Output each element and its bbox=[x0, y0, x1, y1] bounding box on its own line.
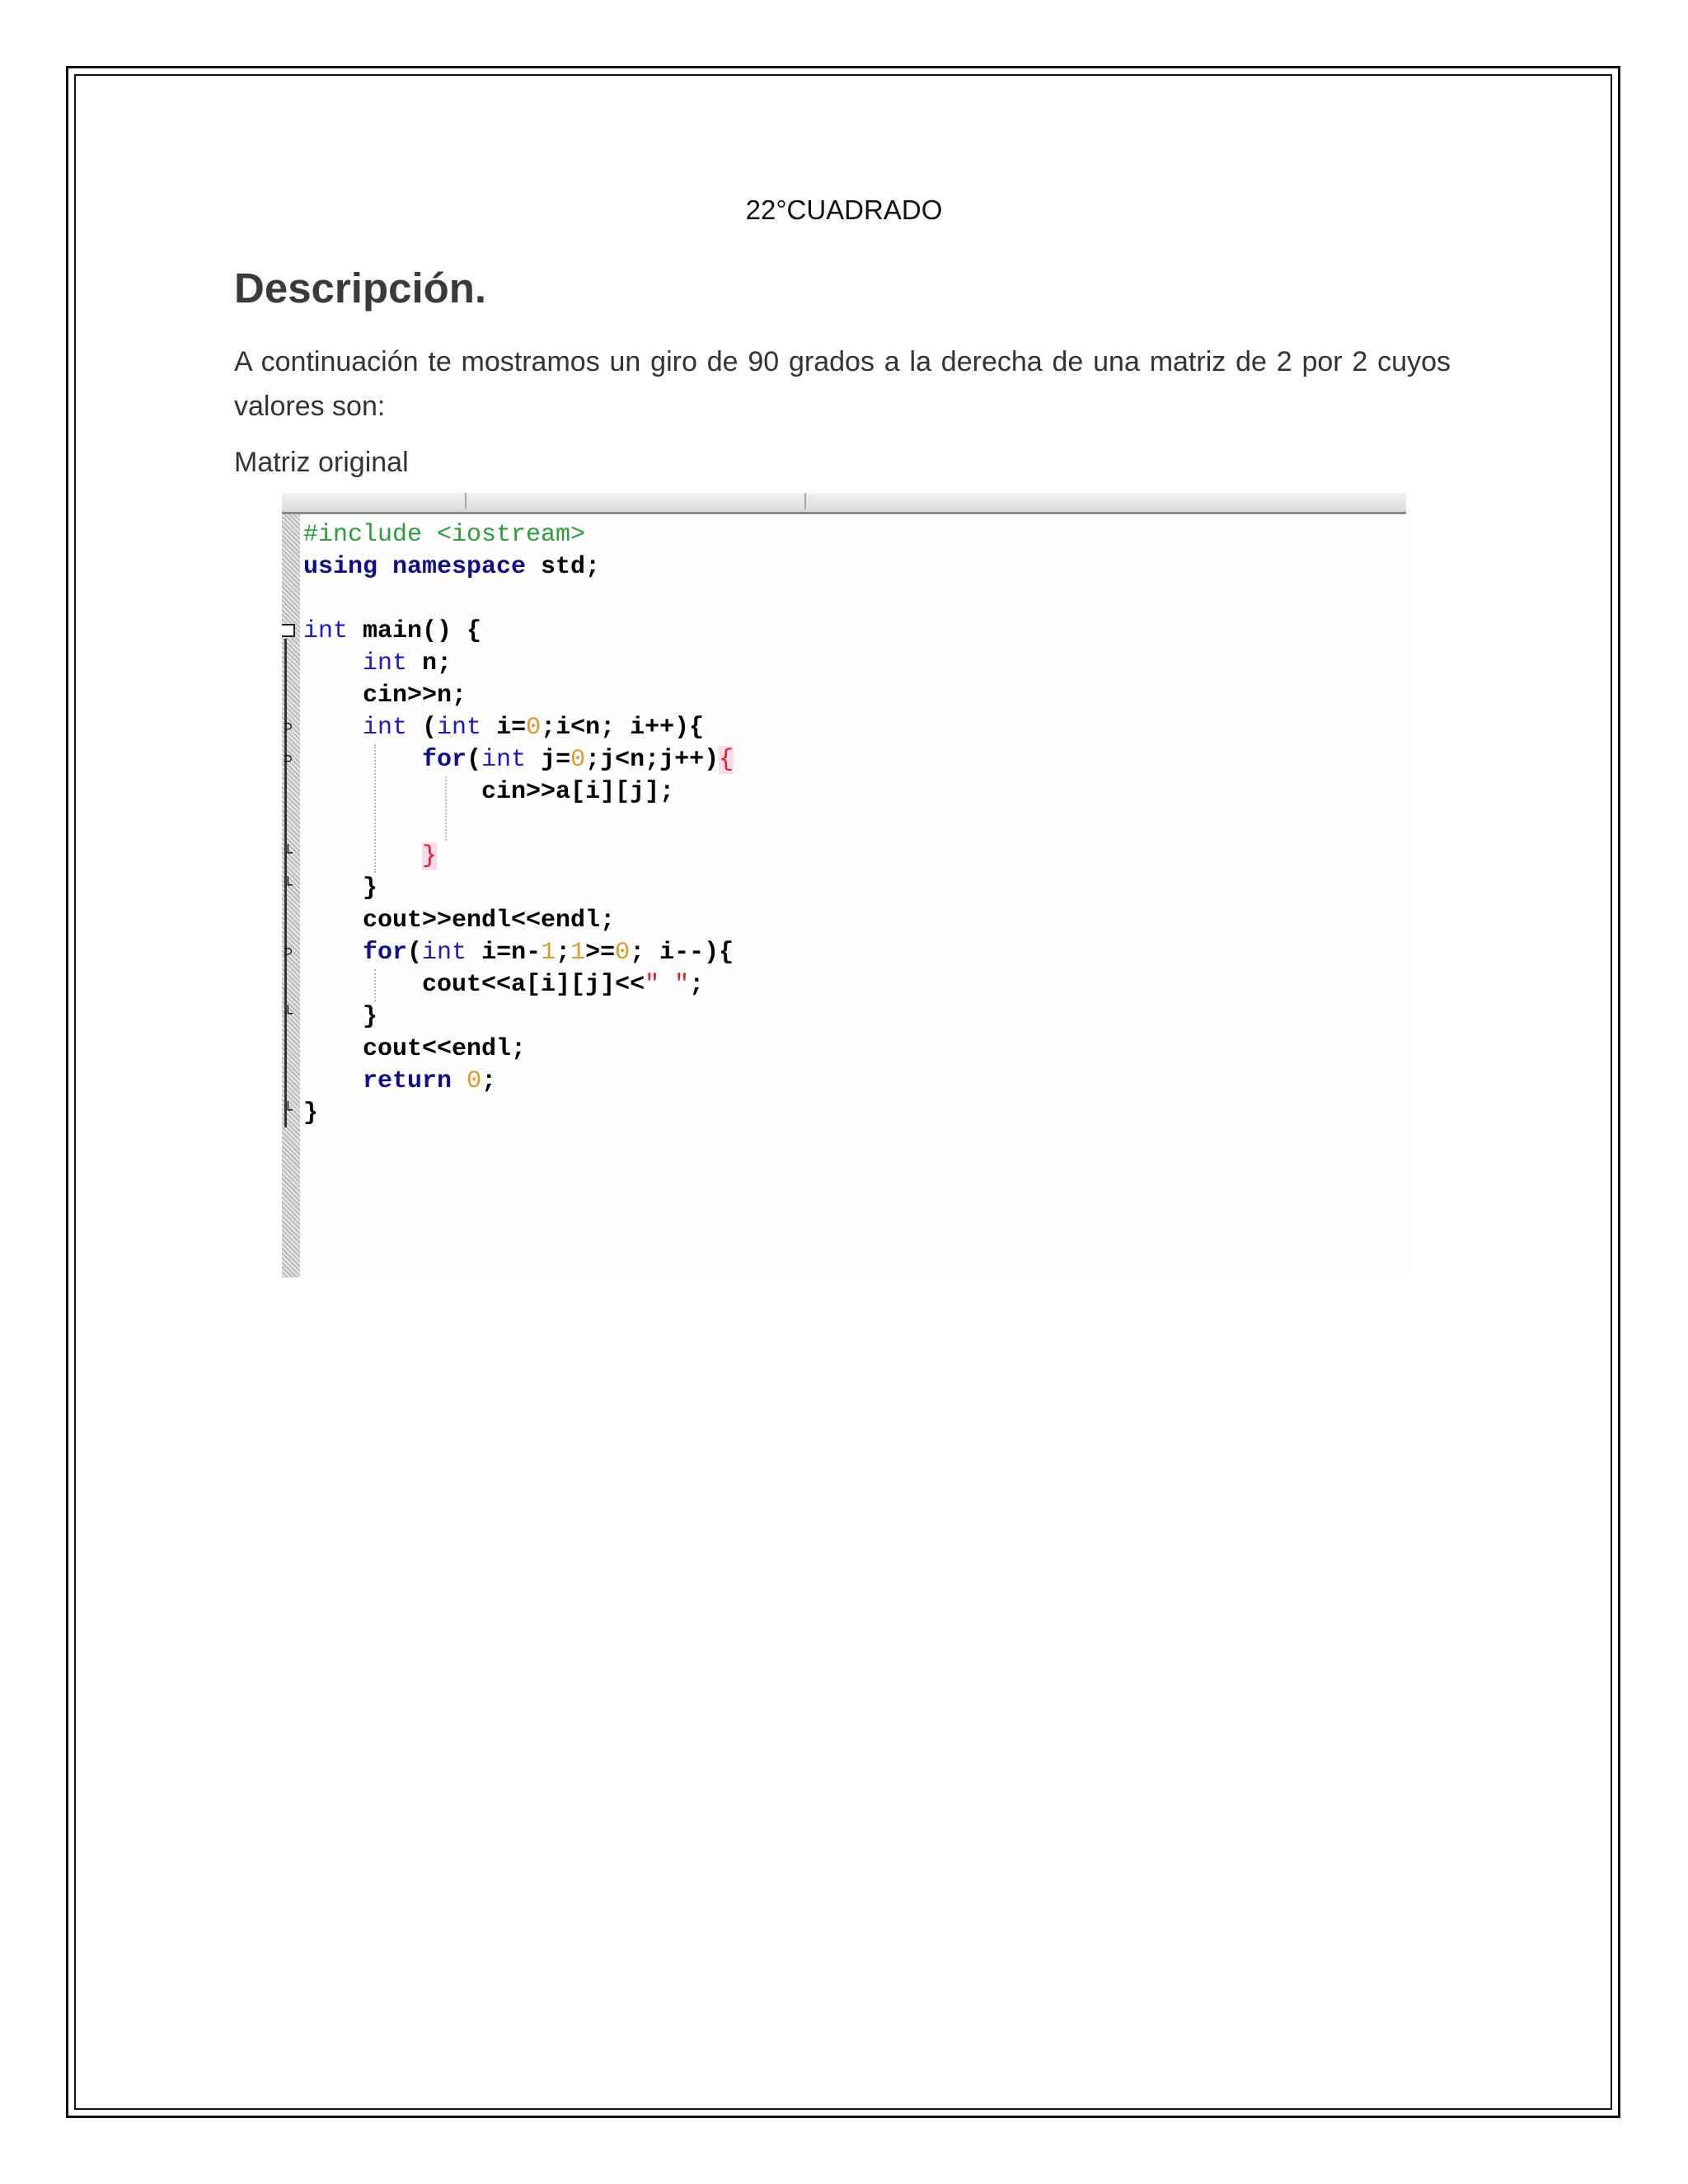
code-token: cout<<endl; bbox=[363, 1035, 527, 1063]
code-token: i= bbox=[481, 714, 527, 742]
code-token bbox=[303, 714, 363, 742]
code-token: int bbox=[363, 649, 408, 677]
code-token: ;j<n;j++) bbox=[585, 746, 720, 774]
code-token: } bbox=[303, 1099, 319, 1127]
code-token: #include <iostream> bbox=[303, 521, 586, 549]
code-token bbox=[303, 907, 363, 935]
fold-close-icon: └ bbox=[284, 845, 293, 862]
code-token: ;i<n; i++){ bbox=[541, 714, 705, 742]
code-token bbox=[303, 971, 422, 999]
code-line bbox=[303, 744, 734, 776]
tab-divider bbox=[804, 493, 806, 509]
code-screenshot bbox=[282, 493, 1406, 1277]
code-token: 0 bbox=[615, 939, 631, 967]
code-token: >= bbox=[585, 939, 616, 967]
code-token bbox=[303, 649, 363, 677]
code-line bbox=[303, 905, 615, 937]
code-token bbox=[303, 842, 422, 870]
code-token: ; bbox=[689, 971, 705, 999]
fold-collapse-icon bbox=[282, 624, 295, 637]
code-token: " " bbox=[645, 971, 690, 999]
code-token: { bbox=[719, 746, 734, 774]
description-paragraph: A continuación te mostramos un giro de 90 grados a la derecha de una matriz de 2 por 2 cuyos valores son: bbox=[234, 346, 1451, 422]
code-line bbox=[303, 1033, 526, 1066]
code-token bbox=[303, 682, 363, 710]
code-line bbox=[303, 616, 481, 648]
code-line bbox=[303, 551, 600, 583]
code-token: cout<<a[i][j]<< bbox=[422, 971, 645, 999]
code-token: } bbox=[422, 842, 438, 870]
code-token bbox=[303, 1003, 363, 1031]
code-token: int bbox=[481, 746, 527, 774]
code-token bbox=[303, 939, 363, 967]
code-line bbox=[303, 937, 734, 969]
code-line bbox=[303, 680, 467, 712]
section-heading: Descripción. bbox=[234, 265, 487, 312]
code-token: cin>>n; bbox=[363, 682, 467, 710]
fold-close-icon: └ bbox=[284, 1005, 293, 1023]
code-token: ; i--){ bbox=[630, 939, 734, 967]
code-token: int bbox=[363, 714, 408, 742]
code-line bbox=[303, 519, 585, 551]
code-token: 0 bbox=[526, 714, 542, 742]
code-token: n; bbox=[407, 649, 452, 677]
code-line bbox=[303, 841, 437, 873]
code-token: } bbox=[363, 1003, 378, 1031]
code-token: int bbox=[303, 617, 349, 645]
code-token: j= bbox=[526, 746, 571, 774]
fold-open-icon: ⊃ bbox=[284, 718, 293, 735]
code-token: cin>>a[i][j]; bbox=[481, 778, 675, 806]
code-token: cout>>endl<<endl; bbox=[363, 907, 616, 935]
code-token: main() { bbox=[348, 617, 482, 645]
code-token bbox=[303, 1035, 363, 1063]
code-token: return bbox=[363, 1067, 452, 1095]
figure-caption: Matriz original bbox=[234, 447, 409, 478]
tab-divider bbox=[465, 493, 467, 509]
code-token: for bbox=[422, 746, 467, 774]
code-line bbox=[303, 776, 674, 808]
code-line bbox=[303, 1098, 318, 1130]
code-token: ( bbox=[407, 939, 423, 967]
fold-close-icon: └ bbox=[284, 1102, 293, 1119]
code-token bbox=[452, 1067, 467, 1095]
code-token: std; bbox=[526, 553, 601, 581]
code-line bbox=[303, 969, 704, 1001]
code-token: ; bbox=[481, 1067, 497, 1095]
code-token bbox=[303, 746, 422, 774]
code-token: for bbox=[363, 939, 408, 967]
code-token: int bbox=[422, 939, 467, 967]
code-token: 0 bbox=[467, 1067, 482, 1095]
code-line bbox=[303, 1001, 377, 1033]
page-header-title: 22°CUADRADO bbox=[745, 194, 943, 225]
fold-gutter bbox=[282, 514, 300, 1277]
code-token bbox=[303, 778, 481, 806]
code-token: using namespace bbox=[303, 553, 527, 581]
code-line bbox=[303, 712, 704, 744]
code-line bbox=[303, 873, 377, 905]
code-token bbox=[303, 874, 363, 902]
code-token: ( bbox=[467, 746, 482, 774]
fold-open-icon: ⊃ bbox=[284, 750, 293, 767]
code-line bbox=[303, 648, 452, 680]
code-token: ; bbox=[556, 939, 571, 967]
code-token: i=n- bbox=[467, 939, 542, 967]
code-line bbox=[303, 1066, 496, 1098]
fold-open-icon: ⊃ bbox=[284, 943, 293, 960]
code-token bbox=[303, 1067, 363, 1095]
code-token: 0 bbox=[570, 746, 586, 774]
code-token: 1 bbox=[541, 939, 556, 967]
code-token: } bbox=[363, 874, 378, 902]
editor-tab-bar bbox=[282, 493, 1406, 514]
code-token: int bbox=[437, 714, 482, 742]
code-token: ( bbox=[407, 714, 438, 742]
code-token: 1 bbox=[570, 939, 586, 967]
fold-close-icon: └ bbox=[284, 877, 293, 894]
